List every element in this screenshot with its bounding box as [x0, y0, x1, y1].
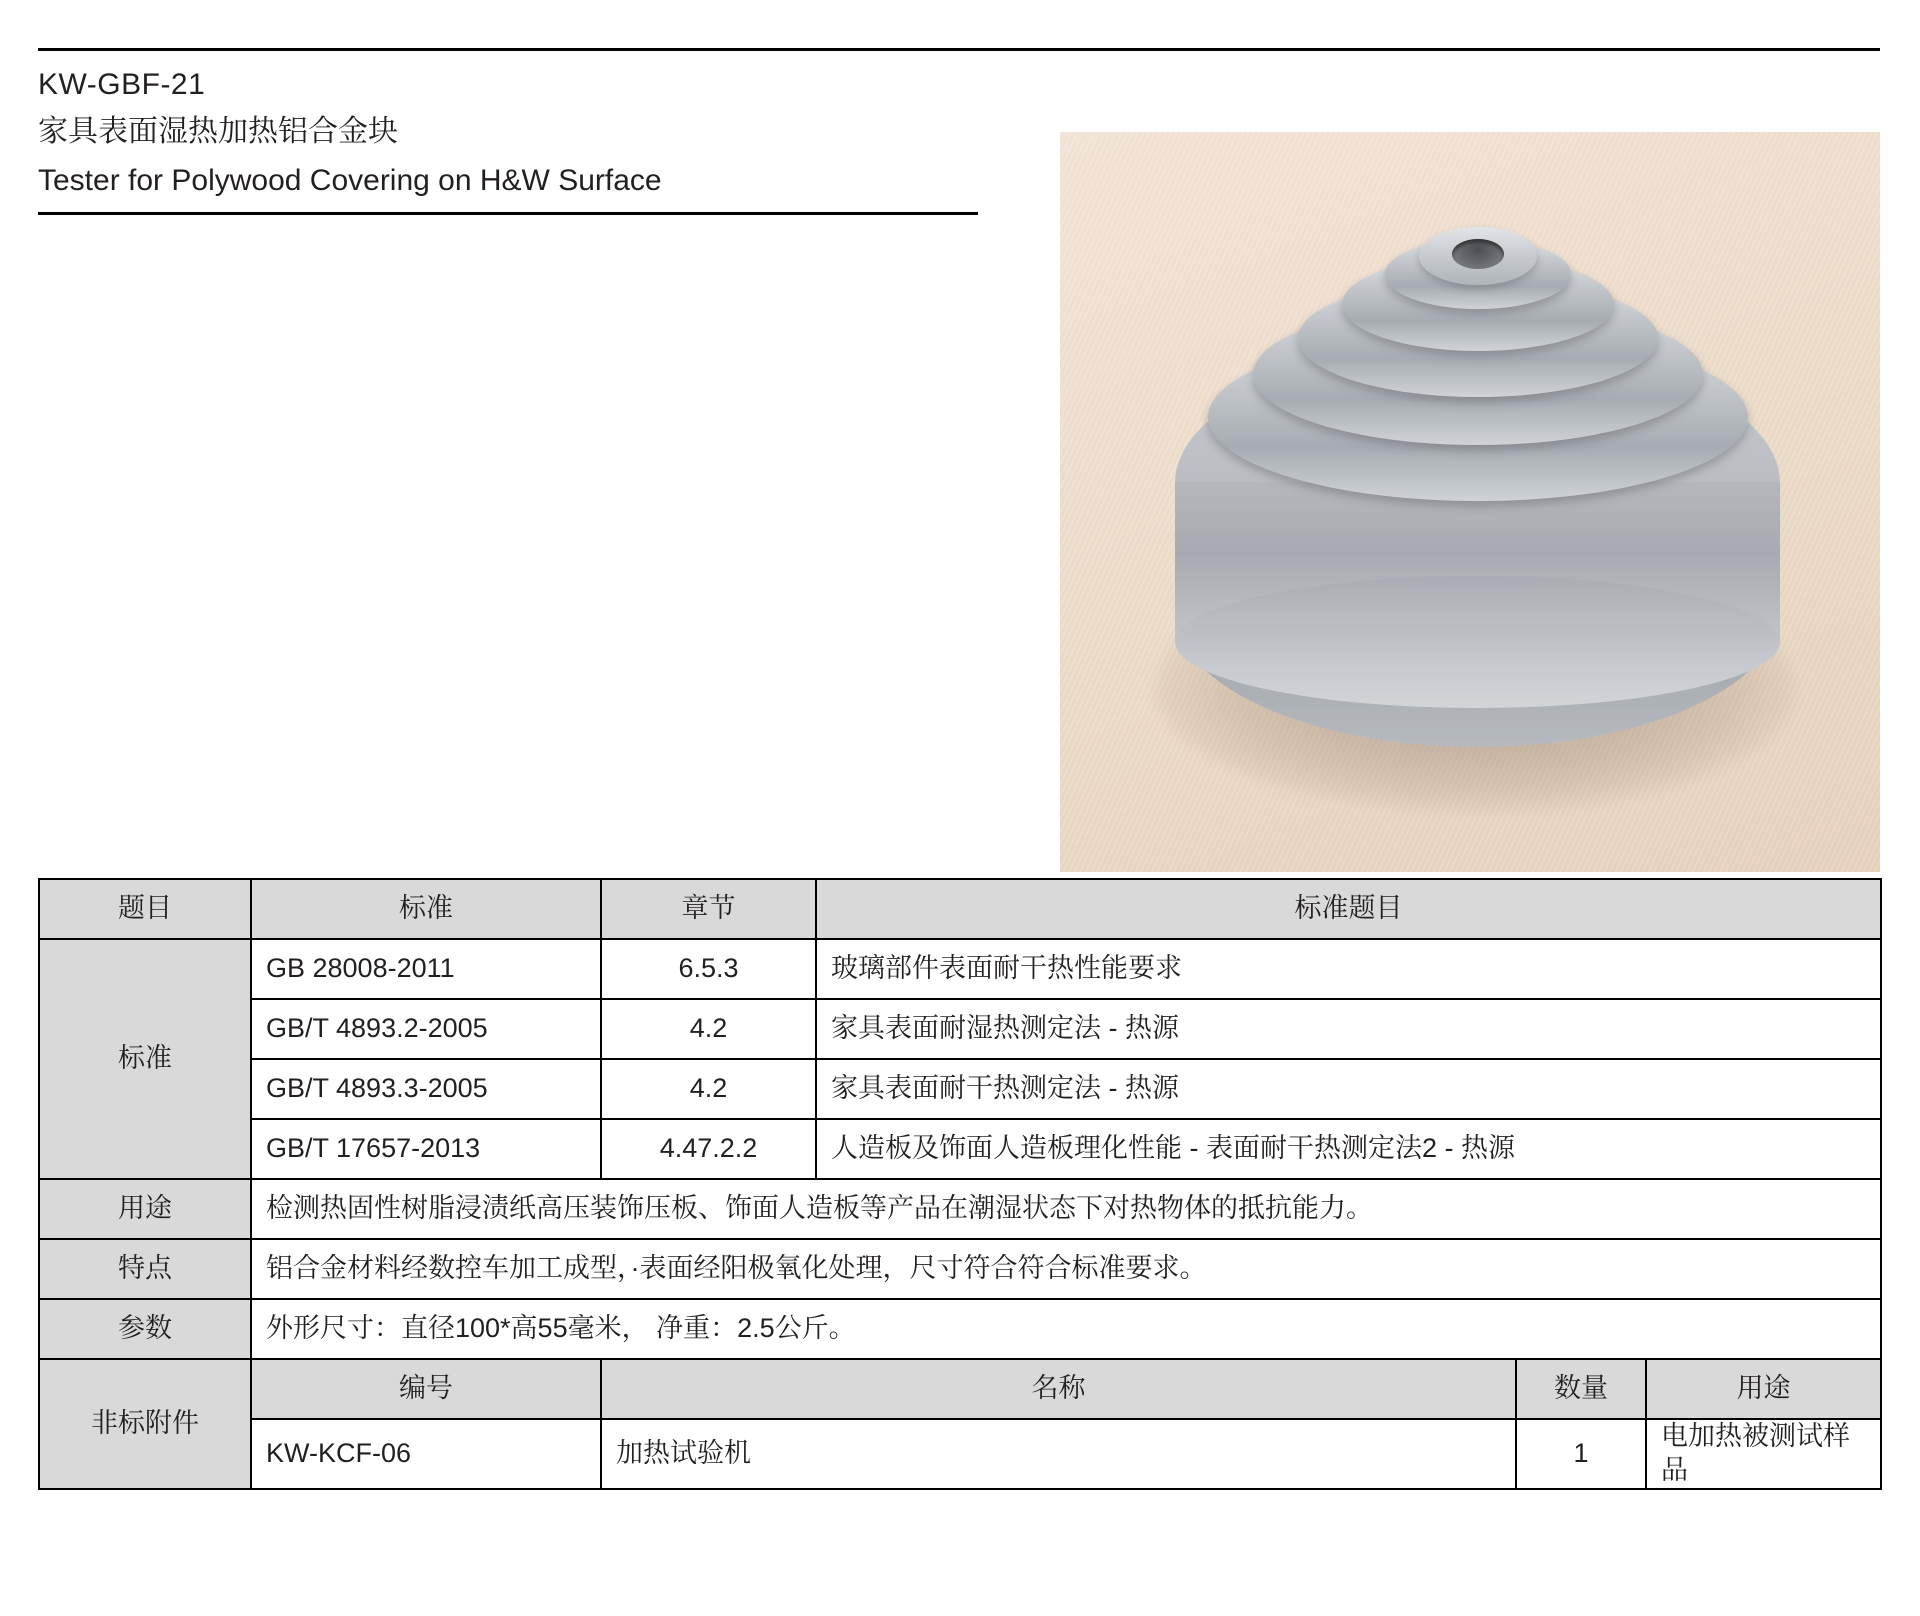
block-center-hole	[1452, 239, 1504, 269]
standard-code: GB 28008-2011	[251, 939, 601, 999]
standard-title: 家具表面耐湿热测定法 - 热源	[816, 999, 1881, 1059]
table-row	[39, 1179, 1881, 1239]
standard-clause: 4.2	[601, 1059, 816, 1119]
table-header-row	[39, 879, 1881, 939]
product-photo	[1060, 132, 1880, 872]
block-side	[1175, 482, 1780, 642]
header-clause: 章节	[601, 879, 816, 939]
standard-clause: 6.5.3	[601, 939, 816, 999]
header-divider	[38, 212, 978, 215]
accessory-qty: 1	[1516, 1419, 1646, 1489]
accessory-header-code: 编号	[251, 1359, 601, 1419]
standard-title: 家具表面耐干热测定法 - 热源	[816, 1059, 1881, 1119]
row-label-standards: 标准	[39, 939, 251, 1179]
parameter-text: 外形尺寸：直径100*高55毫米， 净重：2.5公斤。	[251, 1299, 1881, 1359]
accessory-use: 电加热被测试样品	[1646, 1419, 1881, 1489]
row-label-parameter: 参数	[39, 1299, 251, 1359]
model-code: KW-GBF-21	[38, 68, 206, 101]
table-row	[39, 1239, 1881, 1299]
table-row	[39, 1119, 1881, 1179]
row-label-accessory: 非标附件	[39, 1359, 251, 1489]
table-row	[39, 939, 1881, 999]
accessory-header-qty: 数量	[1516, 1359, 1646, 1419]
table-row	[39, 1359, 1881, 1419]
standard-title: 人造板及饰面人造板理化性能 - 表面耐干热测定法2 - 热源	[816, 1119, 1881, 1179]
header-topic: 题目	[39, 879, 251, 939]
table-row	[39, 1419, 1881, 1489]
standard-clause: 4.47.2.2	[601, 1119, 816, 1179]
document-header	[38, 62, 978, 215]
header-standard: 标准	[251, 879, 601, 939]
header-standard-title: 标准题目	[816, 879, 1881, 939]
stepped-aluminium-heating-block-icon	[1155, 227, 1800, 787]
table-row	[39, 1299, 1881, 1359]
accessory-name: 加热试验机	[601, 1419, 1516, 1489]
standard-clause: 4.2	[601, 999, 816, 1059]
standard-title: 玻璃部件表面耐干热性能要求	[816, 939, 1881, 999]
accessory-code: KW-KCF-06	[251, 1419, 601, 1489]
table-row	[39, 1059, 1881, 1119]
table-row	[39, 999, 1881, 1059]
standard-code: GB/T 4893.2-2005	[251, 999, 601, 1059]
specification-table	[38, 878, 1882, 1490]
feature-text: 铝合金材料经数控车加工成型，·表面经阳极氧化处理，尺寸符合符合标准要求。	[251, 1239, 1881, 1299]
standard-code: GB/T 17657-2013	[251, 1119, 601, 1179]
accessory-header-name: 名称	[601, 1359, 1516, 1419]
title-english: Tester for Polywood Covering on H&W Surface	[38, 164, 662, 197]
standard-code: GB/T 4893.3-2005	[251, 1059, 601, 1119]
row-label-feature: 特点	[39, 1239, 251, 1299]
top-divider	[38, 48, 1880, 51]
row-label-usage: 用途	[39, 1179, 251, 1239]
accessory-header-use: 用途	[1646, 1359, 1881, 1419]
title-chinese: 家具表面湿热加热铝合金块	[38, 115, 398, 148]
usage-text: 检测热固性树脂浸渍纸高压装饰压板、饰面人造板等产品在潮湿状态下对热物体的抵抗能力。	[251, 1179, 1881, 1239]
